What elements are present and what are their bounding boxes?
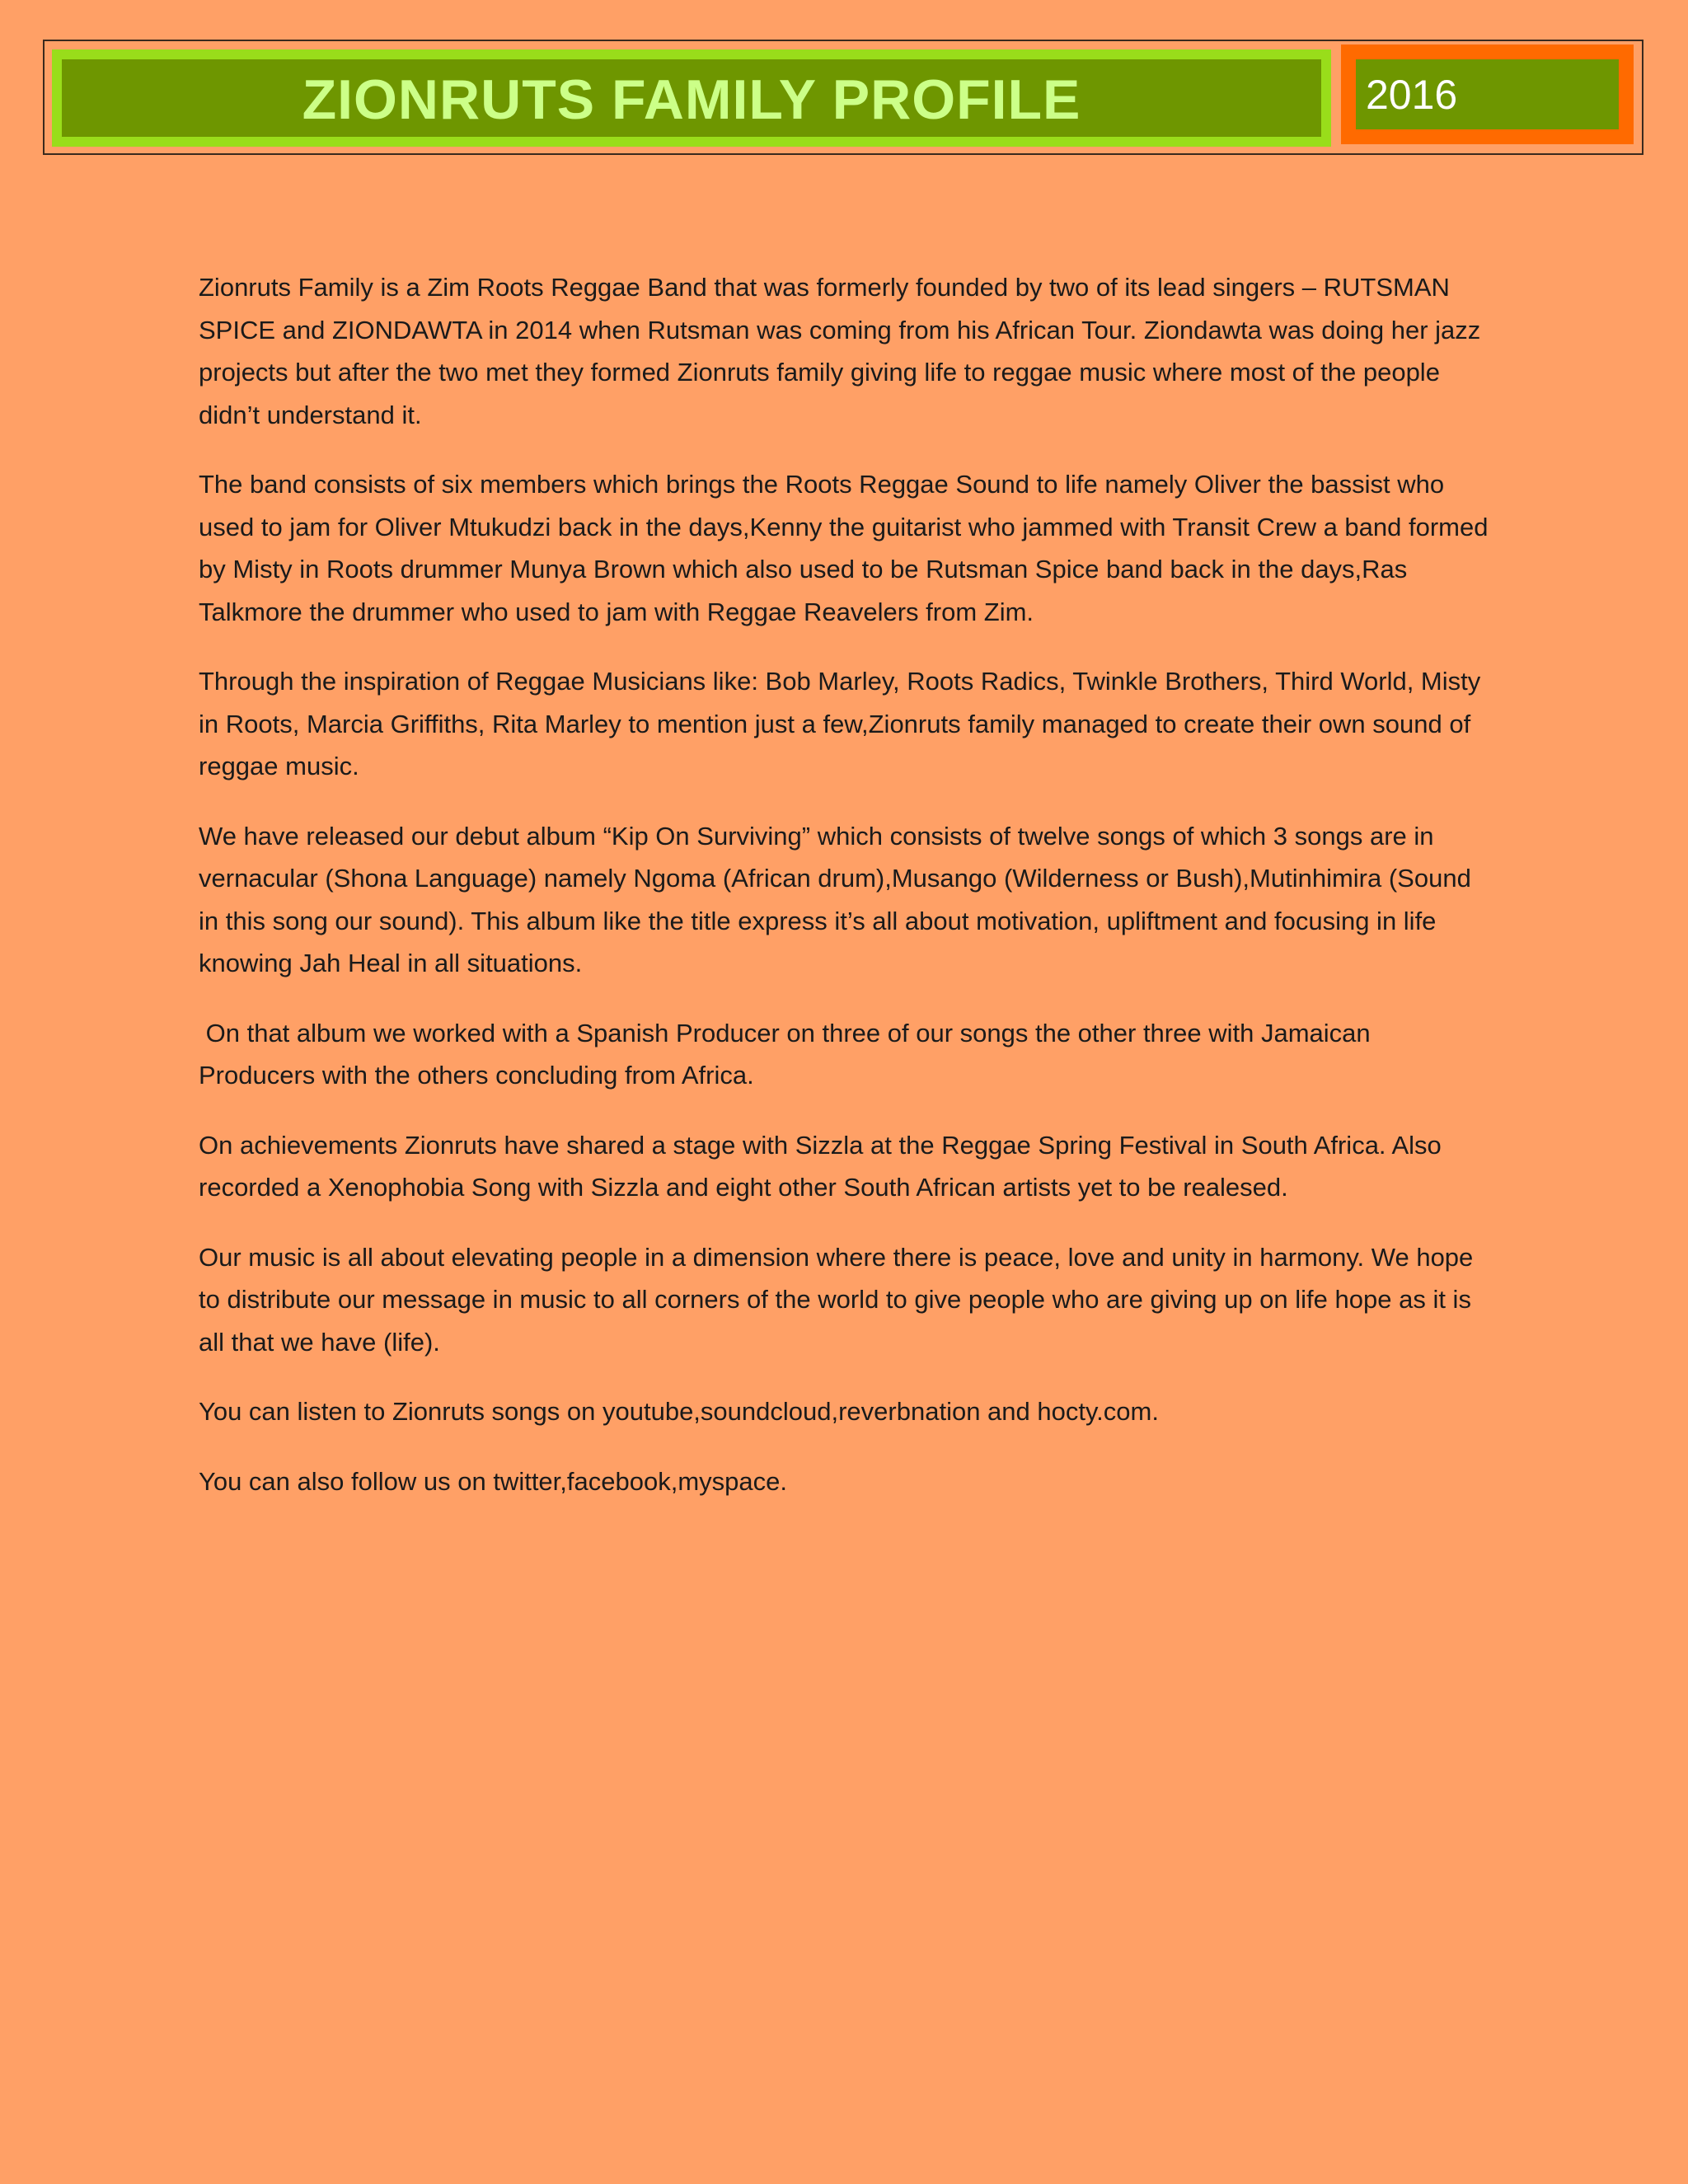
title-banner: [52, 49, 1331, 147]
paragraph-album: We have released our debut album “Kip On Surviving” which consists of twelve songs of which 3 songs are in vernacular (Shona Language) namely Ngoma (African drum),Musango (Wilderness or Bush),Mutinhimira (Sound in this song our sound). This album like the title express it’s all about motivation, upliftment and focusing in life knowing Jah Heal in all situations.: [199, 821, 1471, 977]
paragraph-members: The band consists of six members which brings the Roots Reggae Sound to life namely Oliver the bassist who used to jam for Oliver Mtukudzi back in the days,Kenny the guitarist who jammed with Transit Crew a band formed by Misty in Roots drummer Munya Brown which also used to be Rutsman Spice band back in the days,Ras Talkmore the drummer who used to jam with Reggae Reavelers from Zim.: [199, 470, 1489, 626]
paragraph-follow: You can also follow us on twitter,facebook,myspace.: [199, 1466, 787, 1496]
page-title: ZIONRUTS FAMILY PROFILE: [302, 68, 1081, 131]
paragraph-achievements: On achievements Zionruts have shared a stage with Sizzla at the Reggae Spring Festival in South Africa. Also recorded a Xenophobia Song with Sizzla and eight other South African artists yet to be realesed.: [199, 1130, 1442, 1202]
profile-body: [199, 266, 1493, 1530]
year-badge: [1341, 45, 1634, 144]
paragraph-producers: On that album we worked with a Spanish Producer on three of our songs the other three with Jamaican Producers with the others concluding from Africa.: [199, 1018, 1378, 1090]
paragraph-inspiration: Through the inspiration of Reggae Musicians like: Bob Marley, Roots Radics, Twinkle Brothers, Third World, Misty in Roots, Marcia Griffiths, Rita Marley to mention just a few,Zionruts family managed to create their own sound of reggae music.: [199, 667, 1481, 780]
paragraph-listen: You can listen to Zionruts songs on youtube,soundcloud,reverbnation and hocty.com.: [199, 1397, 1159, 1426]
year-label: 2016: [1366, 71, 1458, 118]
paragraph-mission: Our music is all about elevating people in a dimension where there is peace, love and unity in harmony. We hope to distribute our message in music to all corners of the world to give people who are giving up on life hope as it is all that we have (life).: [199, 1242, 1474, 1357]
paragraph-founding: Zionruts Family is a Zim Roots Reggae Band that was formerly founded by two of its lead singers – RUTSMAN SPICE and ZIONDAWTA in 2014 when Rutsman was coming from his African Tour. Ziondawta was doing her jazz projects but after the two met they formed Zionruts family giving life to reggae music where most of the people didn’t understand it.: [199, 273, 1481, 429]
